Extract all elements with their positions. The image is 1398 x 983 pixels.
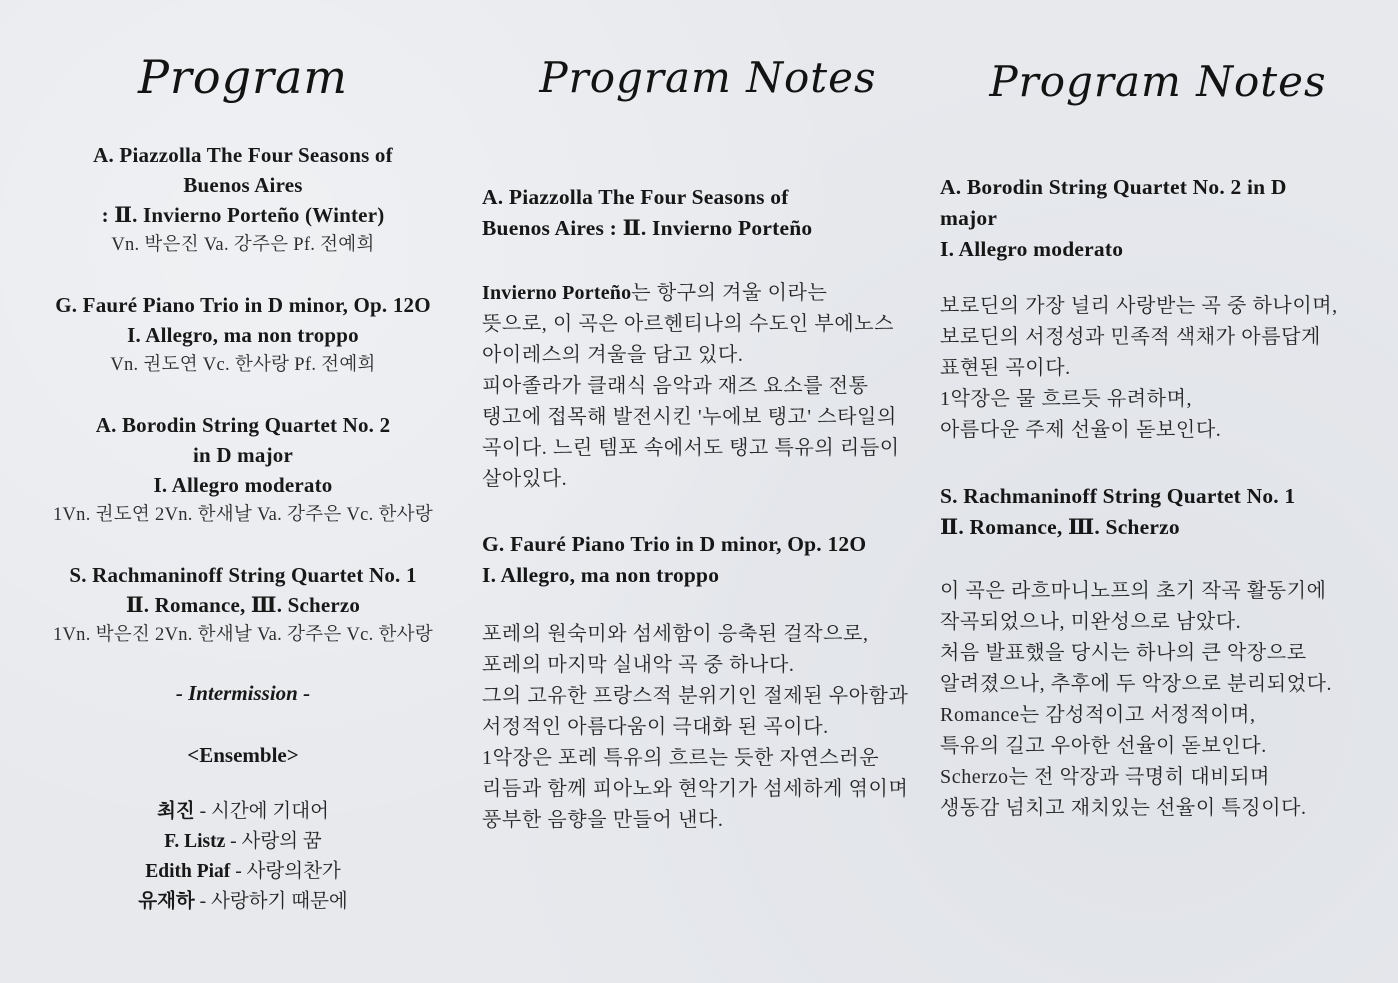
text-line: 풍부한 음향을 만들어 낸다. — [482, 809, 724, 831]
ensemble-row — [18, 797, 468, 827]
text-line: 그의 고유한 프랑스적 분위기인 절제된 우아함과 — [482, 685, 909, 707]
program-item-faure — [18, 290, 468, 380]
program-item-performers: 1Vn. 권도연 2Vn. 한새날 Va. 강주은 Vc. 한사랑 — [52, 505, 434, 525]
text-line: 보로딘의 가장 널리 사랑받는 곡 중 하나이며, — [940, 295, 1338, 317]
text-line: in D major — [193, 443, 293, 467]
text-line: S. Rachmaninoff String Quartet No. 1 — [69, 563, 417, 587]
note-heading-borodin — [940, 172, 1376, 265]
ensemble-piece: - 사랑의 꿈 — [225, 831, 322, 852]
note-paragraph-faure — [482, 619, 934, 836]
text-line: : Ⅱ. Invierno Porteño (Winter) — [101, 203, 385, 227]
text-line: 이 곡은 라흐마니노프의 초기 작곡 활동기에 — [940, 580, 1327, 602]
note-paragraph-borodin — [940, 291, 1376, 446]
ensemble-artist: F. Listz — [164, 831, 226, 852]
ensemble-artist: Edith Piaf — [145, 861, 231, 882]
ensemble-header: <Ensemble> — [187, 743, 299, 767]
text-line: Buenos Aires : Ⅱ. Invierno Porteño — [482, 216, 813, 240]
program-item-performers: Vn. 권도연 Vc. 한사랑 Pf. 전예희 — [110, 355, 376, 375]
text-line: G. Fauré Piano Trio in D minor, Op. 12O — [482, 532, 867, 556]
ensemble-row — [18, 857, 468, 887]
note-paragraph-rachmaninoff — [940, 576, 1376, 824]
text-line: G. Fauré Piano Trio in D minor, Op. 12O — [55, 293, 431, 317]
text-line: 처음 발표했을 당시는 하나의 큰 악장으로 — [940, 642, 1307, 664]
program-notes-column-right — [940, 0, 1376, 824]
text-line: S. Rachmaninoff String Quartet No. 1 — [940, 484, 1296, 508]
note-heading-faure — [482, 529, 934, 591]
ensemble-piece: - 시간에 기대어 — [194, 801, 329, 822]
text-line: Scherzo는 전 악장과 극명히 대비되며 — [940, 766, 1271, 788]
program-item-title — [18, 410, 468, 500]
program-title: Program — [137, 50, 349, 104]
ensemble-list — [18, 797, 468, 917]
note-body-lines — [940, 291, 1376, 446]
text-line: A. Borodin String Quartet No. 2 in D — [940, 175, 1287, 199]
text-line: I. Allegro, ma non troppo — [482, 563, 720, 587]
text-line: 작곡되었으나, 미완성으로 남았다. — [940, 611, 1242, 633]
text-line: 뜻으로, 이 곡은 아르헨티나의 수도인 부에노스 — [482, 313, 895, 335]
note-body-lines — [482, 309, 934, 495]
text-line: 서정적인 아름다움이 극대화 된 곡이다. — [482, 716, 829, 738]
text-line: I. Allegro moderato — [940, 237, 1124, 261]
text-line: Ⅱ. Romance, Ⅲ. Scherzo — [125, 593, 361, 617]
ensemble-artist: 최진 — [157, 801, 195, 822]
text-line: 1악장은 포레 특유의 흐르는 듯한 자연스러운 — [482, 747, 880, 769]
note-body-lines — [940, 576, 1376, 824]
note-lead-bold: Invierno Porteño — [482, 282, 632, 304]
program-item-performers: Vn. 박은진 Va. 강주은 Pf. 전예희 — [111, 235, 375, 255]
program-notes-title: Program Notes — [539, 53, 877, 102]
program-column — [18, 0, 468, 917]
text-line: 탱고에 접목해 발전시킨 '누에보 탱고' 스타일의 — [482, 406, 897, 428]
text-line: 아이레스의 겨울을 담고 있다. — [482, 344, 744, 366]
note-heading-piazzolla — [482, 182, 934, 244]
text-line: 알려졌으나, 추후에 두 악장으로 분리되었다. — [940, 673, 1333, 695]
ensemble-piece: - 사랑의찬가 — [230, 861, 341, 882]
text-line: 특유의 길고 우아한 선율이 돋보인다. — [940, 735, 1267, 757]
text-line: 포레의 마지막 실내악 곡 중 하나다. — [482, 654, 795, 676]
text-line: I. Allegro, ma non troppo — [127, 323, 359, 347]
note-lead-rest: 는 항구의 겨울 이라는 — [631, 282, 828, 304]
text-line: 피아졸라가 클래식 음악과 재즈 요소를 전통 — [482, 375, 869, 397]
text-line: I. Allegro moderato — [153, 473, 333, 497]
ensemble-row — [18, 827, 468, 857]
text-line: 곡이다. 느린 템포 속에서도 탱고 특유의 리듬이 — [482, 437, 900, 459]
note-paragraph-piazzolla — [482, 278, 934, 495]
ensemble-piece: - 사랑하기 때문에 — [194, 891, 348, 912]
text-line: 생동감 넘치고 재치있는 선율이 특징이다. — [940, 797, 1307, 819]
ensemble-artist: 유재하 — [138, 891, 195, 912]
program-item-performers: 1Vn. 박은진 2Vn. 한새날 Va. 강주은 Vc. 한사랑 — [52, 625, 434, 645]
note-heading-rachmaninoff — [940, 481, 1376, 543]
intermission-label: - Intermission - — [175, 681, 311, 705]
text-line: 표현된 곡이다. — [940, 357, 1071, 379]
text-line: A. Piazzolla The Four Seasons of — [93, 143, 393, 167]
program-notes-column-left — [482, 0, 934, 836]
text-line: 보로딘의 서정성과 민족적 색채가 아름답게 — [940, 326, 1321, 348]
program-item-title — [18, 290, 468, 350]
text-line: Buenos Aires — [183, 173, 303, 197]
note-lead-line — [482, 278, 934, 309]
text-line: Romance는 감성적이고 서정적이며, — [940, 704, 1256, 726]
text-line: major — [940, 206, 998, 230]
program-item-title — [18, 560, 468, 620]
text-line: 리듬과 함께 피아노와 현악기가 섬세하게 엮이며 — [482, 778, 909, 800]
program-item-piazzolla — [18, 140, 468, 260]
text-line: 1악장은 물 흐르듯 유려하며, — [940, 388, 1193, 410]
text-line: 포레의 원숙미와 섬세함이 응축된 걸작으로, — [482, 623, 869, 645]
program-item-title — [18, 140, 468, 230]
text-line: A. Borodin String Quartet No. 2 — [95, 413, 391, 437]
text-line: Ⅱ. Romance, Ⅲ. Scherzo — [940, 515, 1180, 539]
program-notes-title: Program Notes — [989, 57, 1327, 106]
ensemble-row — [18, 887, 468, 917]
program-item-borodin — [18, 410, 468, 530]
text-line: 살아있다. — [482, 468, 568, 490]
program-item-rachmaninoff — [18, 560, 468, 650]
note-body-lines — [482, 619, 934, 836]
text-line: A. Piazzolla The Four Seasons of — [482, 185, 789, 209]
text-line: 아름다운 주제 선율이 돋보인다. — [940, 419, 1222, 441]
